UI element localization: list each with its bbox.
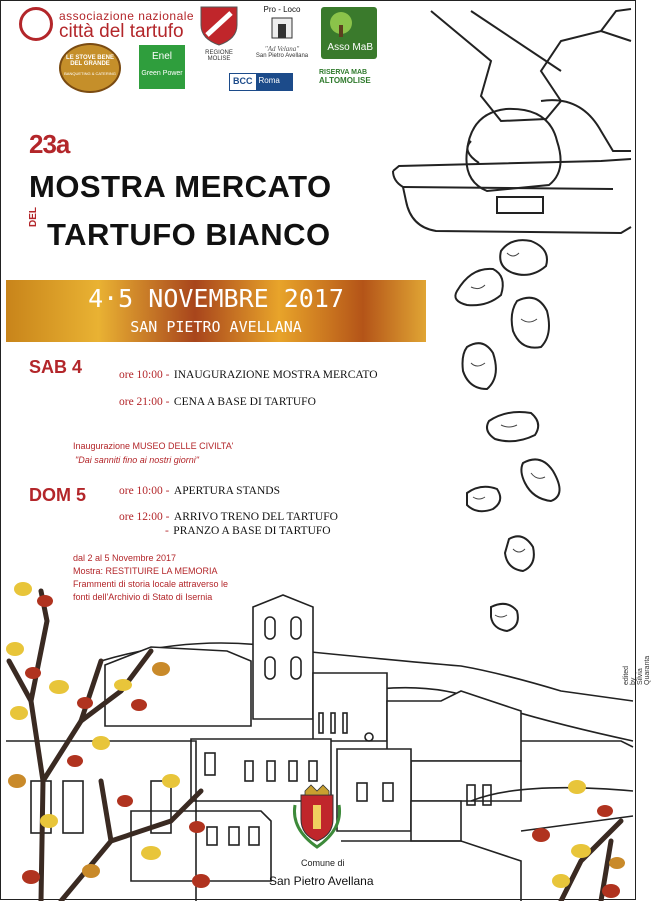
sat-event-1 [119,365,378,383]
event-time: ore 21:00 - [119,396,170,408]
stovebene-line3: BANQUETING & CATERING [64,71,116,76]
regione-molise-logo [197,5,241,61]
title-del: DEL [28,207,39,227]
title-line2: TARTUFO BIANCO [47,217,331,252]
event-text: APERTURA STANDS [173,485,280,497]
sat-event-2 [119,392,316,410]
bcc-roma-logo [229,73,293,91]
falling-truffles [455,240,559,631]
comune-coat-of-arms-icon [291,785,343,851]
event-text: PRANZO A BASE DI TARTUFO [173,525,331,537]
exhibit-line4: fonti dell'Archivio di Stato di Isernia [73,592,213,602]
illustration-credit: edited by Silvia Quaranta [623,655,651,685]
enel-green-power-logo [139,45,185,89]
banner-date: 4·5 NOVEMBRE 2017 [88,284,344,313]
riserva-line2: ALTOMOLISE [319,76,371,85]
event-time: ore 12:00 - [119,511,170,523]
event-time: - [165,525,169,537]
comune-name: San Pietro Avellana [269,874,374,888]
event-text: ARRIVO TRENO DEL TARTUFO [173,511,338,523]
banner-place: SAN PIETRO AVELLANA [130,318,302,336]
date-banner [6,280,426,342]
saturday-label: SAB 4 [29,357,83,377]
museum-line2: "Dai sanniti fino ai nostri giorni" [75,455,199,465]
bcc-sub-label: Roma [256,74,293,90]
proloco-place: San Pietro Avellana [255,53,309,59]
exhibit-line1: dal 2 al 5 Novembre 2017 [73,553,177,563]
proloco-logo [251,5,313,65]
title-line1: MOSTRA MERCATO [29,169,332,204]
event-text: INAUGURAZIONE MOSTRA MERCATO [173,369,378,381]
sunday-label: DOM 5 [29,485,87,505]
comune-label: Comune di [301,858,345,868]
citta-del-tartufo-logo-icon [19,7,53,41]
sun-event-1 [119,481,280,499]
truffle-slicer-illustration [393,9,631,233]
le-stove-bene-logo [59,43,121,93]
assomab-logo [321,7,377,59]
proloco-title: Pro - Loco [263,5,301,14]
enel-label: Enel [151,51,172,62]
line-art-illustration [1,1,637,901]
citta-logo-line1: associazione nazionale [59,9,195,23]
event-time: ore 10:00 - [119,369,170,381]
tree-icon [321,7,377,37]
regione-caption: REGIONE MOLISE [205,50,233,62]
citta-logo-line2: città del tartufo [59,21,184,42]
sun-event-3 [165,521,331,539]
riserva-line1: RISERVA MAB [319,69,368,76]
proloco-name: "Ad Velana" [264,45,300,53]
event-text: CENA A BASE DI TARTUFO [173,396,316,408]
stovebene-line1: LE STOVE BENE [66,55,114,61]
exhibit-line2: Mostra: RESTITUIRE LA MEMORIA [73,566,218,576]
edition-number: 23a [29,129,70,159]
regione-shield-icon [197,5,241,45]
riserva-mab-logo [319,69,383,91]
proloco-building-icon [262,14,302,40]
exhibit-line3: Frammenti di storia locale attraverso le [73,579,229,589]
stovebene-line2: DEL GRANDE [70,61,110,67]
bcc-label: BCC [233,76,253,86]
museum-line1: Inaugurazione MUSEO DELLE CIVILTA' [73,441,234,451]
assomab-label: Asso MaB [327,42,373,53]
enel-sub-label: Green Power [141,70,183,77]
event-time: ore 10:00 - [119,485,170,497]
